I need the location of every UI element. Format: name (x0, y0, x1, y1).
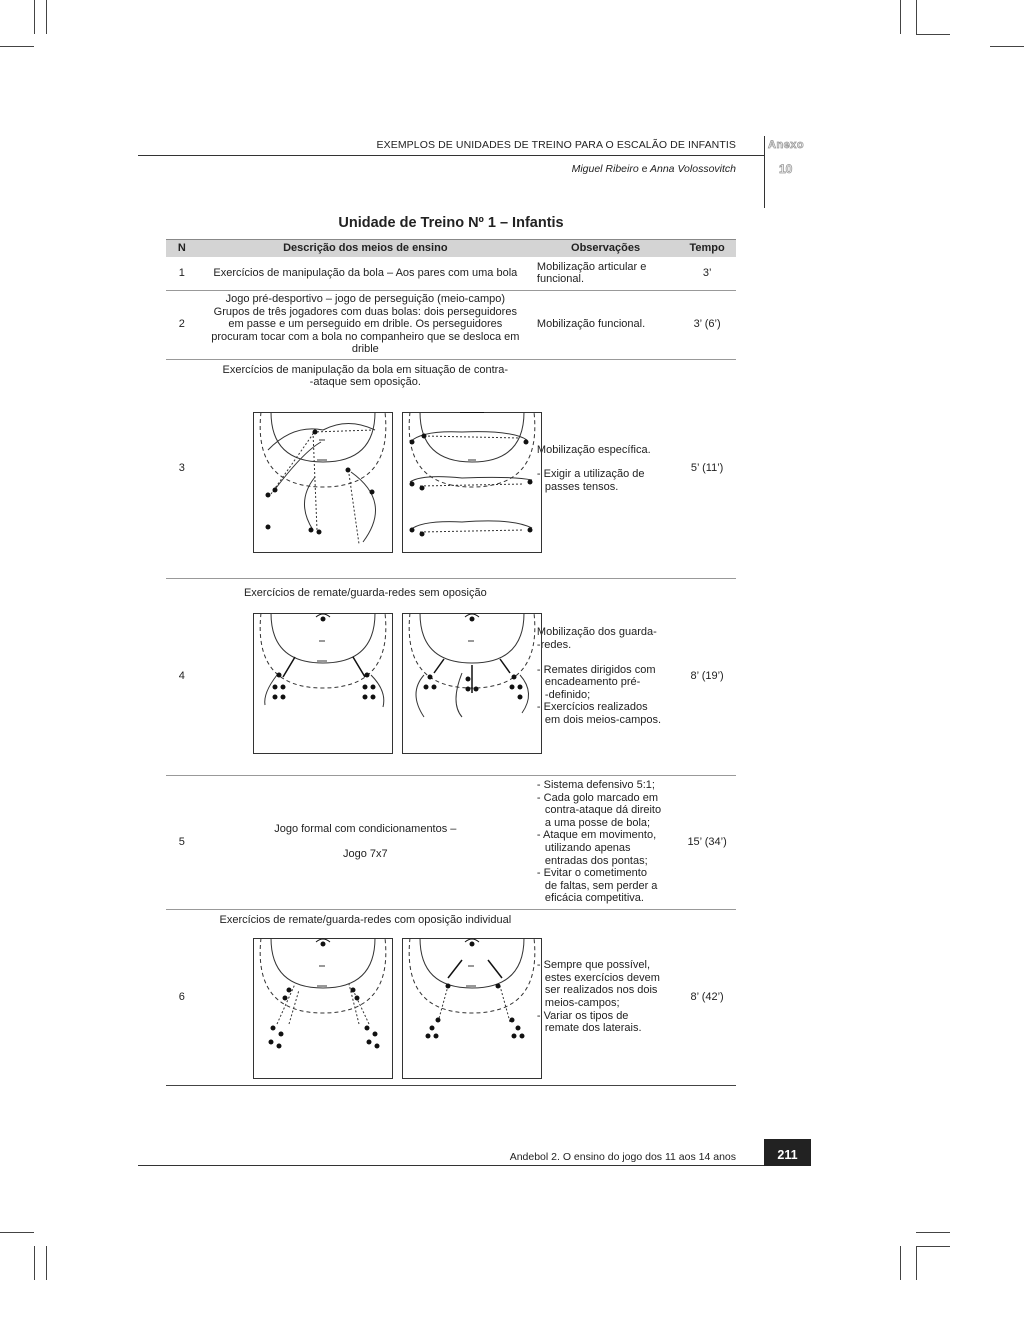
row-number: 5 (166, 775, 198, 909)
observation-line: funcional. (536, 273, 585, 286)
description-line: Jogo pré-desportivo – jogo de perseguição (meio-campo) (225, 293, 506, 306)
table-row (166, 578, 736, 775)
crop-mark (0, 1232, 34, 1233)
observation-line: Mobilização específica. (536, 443, 651, 456)
author-2: Anna Volossovitch (650, 163, 736, 175)
observation-line: - Evitar o cometimento (536, 867, 647, 880)
crop-mark (34, 0, 35, 34)
observation-line: utilizando apenas (544, 842, 631, 854)
annex-number: 10 (779, 162, 793, 176)
table-row (166, 909, 736, 1085)
column-header-observations: Observações (533, 240, 678, 258)
authors (300, 163, 736, 175)
annex-label: Anexo (768, 139, 805, 151)
observation-line: eficácia competitiva. (544, 892, 644, 905)
observation-line: passes tensos. (544, 480, 619, 493)
observation-line: contra-ataque dá direito (544, 804, 662, 817)
observation-line: -definido; (544, 688, 591, 701)
table-row (166, 359, 736, 578)
row-description (198, 909, 533, 1085)
crop-mark (916, 1232, 950, 1233)
court-diagram (402, 613, 542, 754)
header-vertical-rule (764, 136, 765, 208)
crop-mark (46, 0, 47, 34)
crop-mark (46, 1246, 47, 1280)
row-observations (533, 359, 678, 578)
row-time: 3’ (6’) (678, 290, 736, 359)
row-time: 5’ (11’) (678, 359, 736, 578)
row-description (198, 359, 533, 578)
row-description (198, 578, 533, 775)
observation-line: encadeamento pré- (544, 676, 641, 689)
crop-mark (916, 1246, 917, 1280)
description-line: drible (351, 343, 379, 356)
table-row (166, 775, 736, 909)
document-title: Unidade de Treino Nº 1 – Infantis (338, 215, 564, 231)
row-time: 15’ (34’) (678, 775, 736, 909)
court-diagram (253, 613, 393, 754)
court-diagram (253, 938, 393, 1079)
description-line: Exercícios de remate/guarda-redes com oposição individual (219, 913, 512, 926)
row-observations (533, 775, 678, 909)
observation-line: em dois meios-campos. (544, 713, 662, 726)
observation-line: Mobilização funcional. (536, 318, 646, 331)
observation-line: - Exigir a utilização de (536, 468, 645, 481)
crop-mark (916, 34, 950, 35)
crop-mark (34, 1246, 35, 1280)
crop-mark (900, 0, 901, 34)
description-line: Grupos de três jogadores com duas bolas: dois perseguidores (213, 305, 517, 318)
book-title: Andebol 2. O ensino do jogo dos 11 aos 14 anos (509, 1151, 736, 1163)
observation-line: estes exercícios devem (544, 971, 660, 984)
running-title: EXEMPLOS DE UNIDADES DE TREINO PARA O ESCALÃO DE INFANTIS (376, 139, 736, 151)
description-line: Exercícios de manipulação da bola em situação de contra- (222, 363, 509, 376)
description-line: Exercícios de manipulação da bola – Aos pares com uma bola (213, 266, 518, 279)
row-observations (533, 290, 678, 359)
observation-line: -redes. (536, 639, 572, 652)
column-header-time: Tempo (678, 240, 736, 258)
row-number: 6 (166, 909, 198, 1085)
observation-line: ser realizados nos dois (544, 984, 658, 997)
observation-line: a uma posse de bola; (544, 816, 651, 829)
description-caption (198, 587, 533, 600)
observation-line: Mobilização articular e (536, 260, 647, 273)
court-diagram (402, 938, 542, 1079)
row-time: 8’ (42’) (678, 909, 736, 1085)
row-number: 1 (166, 257, 198, 290)
court-diagram (253, 412, 393, 553)
author-conjunction: e (641, 163, 648, 175)
footer-rule (138, 1165, 764, 1166)
column-header-n: N (166, 240, 198, 258)
training-unit-table (166, 239, 736, 1086)
row-observations (533, 578, 678, 775)
description-line (198, 836, 533, 848)
row-number: 3 (166, 359, 198, 578)
description-line: Exercícios de remate/guarda-redes sem oposição (243, 586, 487, 599)
observation-line: - Variar os tipos de (536, 1009, 629, 1022)
observation-line: remate dos laterais. (544, 1022, 642, 1035)
crop-mark (990, 46, 1024, 47)
row-time: 3’ (678, 257, 736, 290)
description-caption (198, 364, 533, 389)
row-observations (533, 257, 678, 290)
crop-mark (900, 1246, 901, 1280)
row-time: 8’ (19’) (678, 578, 736, 775)
observation-line: - Cada golo marcado em (536, 791, 658, 804)
description-line: -ataque sem oposição. (309, 376, 421, 389)
column-header-description: Descrição dos meios de ensino (198, 240, 533, 258)
row-description (198, 290, 533, 359)
observation-line: - Remates dirigidos com (536, 663, 656, 676)
court-diagram (402, 412, 542, 553)
row-number: 2 (166, 290, 198, 359)
description-caption (198, 914, 533, 927)
observation-line (537, 652, 678, 664)
crop-mark (916, 1246, 950, 1247)
crop-mark (0, 46, 34, 47)
observation-line: Mobilização dos guarda- (536, 626, 657, 639)
observation-line: entradas dos pontas; (544, 854, 648, 867)
author-1: Miguel Ribeiro (571, 163, 639, 175)
row-description (198, 257, 533, 290)
description-line: procuram tocar com a bola no companheiro que se desloca em (211, 330, 520, 343)
crop-mark (916, 0, 917, 34)
description-line: em passe e um perseguido em drible. Os perseguidores (228, 318, 503, 331)
table-row (166, 290, 736, 359)
observation-line (537, 456, 678, 468)
header-rule (138, 155, 764, 156)
row-observations (533, 909, 678, 1085)
description-line: Jogo 7x7 (342, 848, 388, 860)
observation-line: - Sistema defensivo 5:1; (536, 779, 655, 792)
observation-line: - Sempre que possível, (536, 959, 651, 972)
table-row (166, 257, 736, 290)
table-header-row (166, 240, 736, 258)
observation-line: - Ataque em movimento, (536, 829, 657, 842)
row-number: 4 (166, 578, 198, 775)
description-line: Jogo formal com condicionamentos – (274, 823, 457, 836)
observation-line: de faltas, sem perder a (544, 879, 658, 892)
observation-line: meios-campos; (544, 997, 620, 1009)
row-description (198, 775, 533, 909)
page-number: 211 (764, 1139, 811, 1166)
observation-line: - Exercícios realizados (536, 701, 648, 714)
